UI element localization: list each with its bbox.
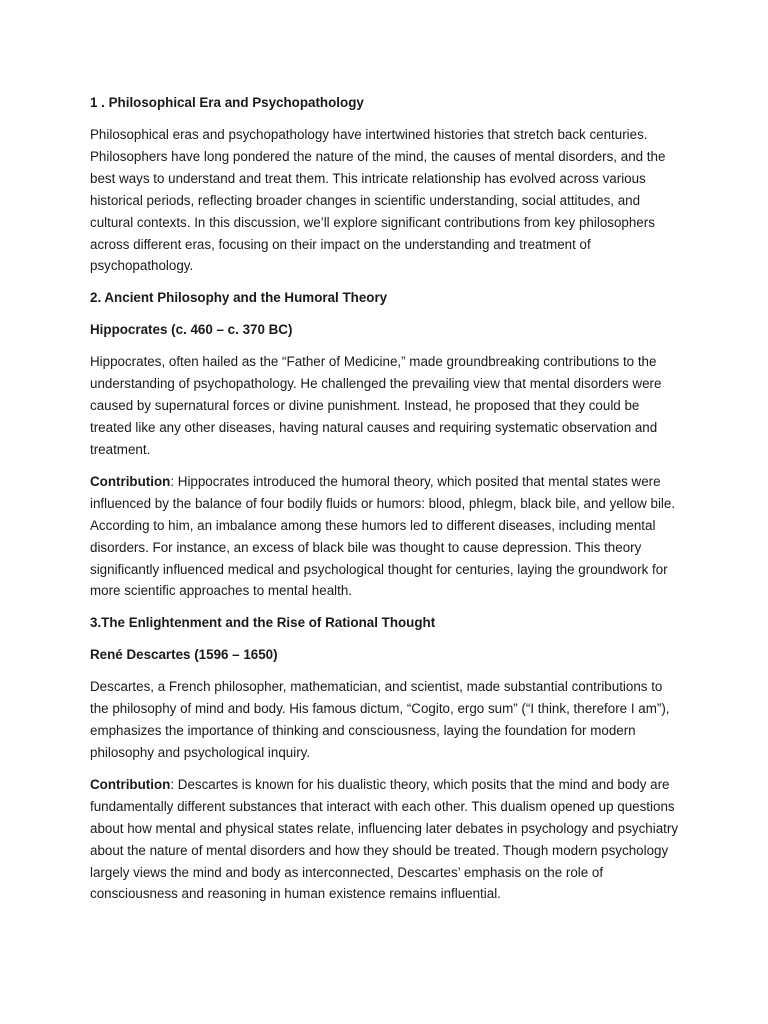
contribution-label: Contribution bbox=[90, 473, 171, 489]
section-heading-philosophical-era: 1 . Philosophical Era and Psychopathology bbox=[90, 95, 364, 110]
contribution-text: : Hippocrates introduced the humoral theory, which posited that mental states were influenced by the balance of four bodily fluids or humors: blood, phlegm, black bile, and yellow bile. According to him, an imbalance among these humors led to different diseases, including mental disorders. For instance, an excess of black bile was thought to cause depression. This theory significantly influenced medical and psychological thought for centuries, laying the groundwork for more scientific approaches to mental health. bbox=[90, 473, 676, 599]
document-page bbox=[90, 92, 682, 915]
hippocrates-paragraph: Hippocrates, often hailed as the “Father of Medicine,” made groundbreaking contributions to the understanding of psychopathology. He challenged the prevailing view that mental disorders were caused by supernatural forces or divine punishment. Instead, he proposed that they could be treated like any other diseases, having natural causes and requiring systematic observation and treatment. bbox=[90, 354, 662, 457]
hippocrates-contribution-paragraph bbox=[90, 471, 682, 602]
subheading-hippocrates: Hippocrates (c. 460 – c. 370 BC) bbox=[90, 322, 293, 338]
section-heading-enlightenment: 3.The Enlightenment and the Rise of Rational Thought bbox=[90, 615, 436, 631]
descartes-paragraph: Descartes, a French philosopher, mathematician, and scientist, made substantial contributions to the philosophy of mind and body. His famous dictum, “Cogito, ergo sum” (“I think, therefore I am”), emphasizes the importance of thinking and consciousness, laying the foundation for modern philosophy and psychological inquiry. bbox=[90, 679, 670, 761]
intro-paragraph: Philosophical eras and psychopathology have intertwined histories that stretch back centuries. Philosophers have long pondered the nature of the mind, the causes of mental disorders, and the best ways to understand and treat them. This intricate relationship has evolved across various historical periods, reflecting broader changes in scientific understanding, social attitudes, and cultural contexts. In this discussion, we’ll explore significant contributions from key philosophers across different eras, focusing on their impact on the understanding and treatment of psychopathology. bbox=[90, 127, 666, 274]
subheading-descartes: René Descartes (1596 – 1650) bbox=[90, 647, 278, 663]
contribution-text: : Descartes is known for his dualistic theory, which posits that the mind and body are fundamentally different substances that interact with each other. This dualism opened up questions about how mental and physical states relate, influencing later debates in psychology and psychiatry about the nature of mental disorders and how they should be treated. Though modern psychology largely views the mind and body as interconnected, Descartes’ emphasis on the role of consciousness and reasoning in human existence remains influential. bbox=[90, 776, 679, 902]
descartes-contribution-paragraph bbox=[90, 774, 682, 905]
contribution-label: Contribution bbox=[90, 776, 171, 792]
section-heading-ancient-philosophy: 2. Ancient Philosophy and the Humoral Theory bbox=[90, 290, 388, 306]
